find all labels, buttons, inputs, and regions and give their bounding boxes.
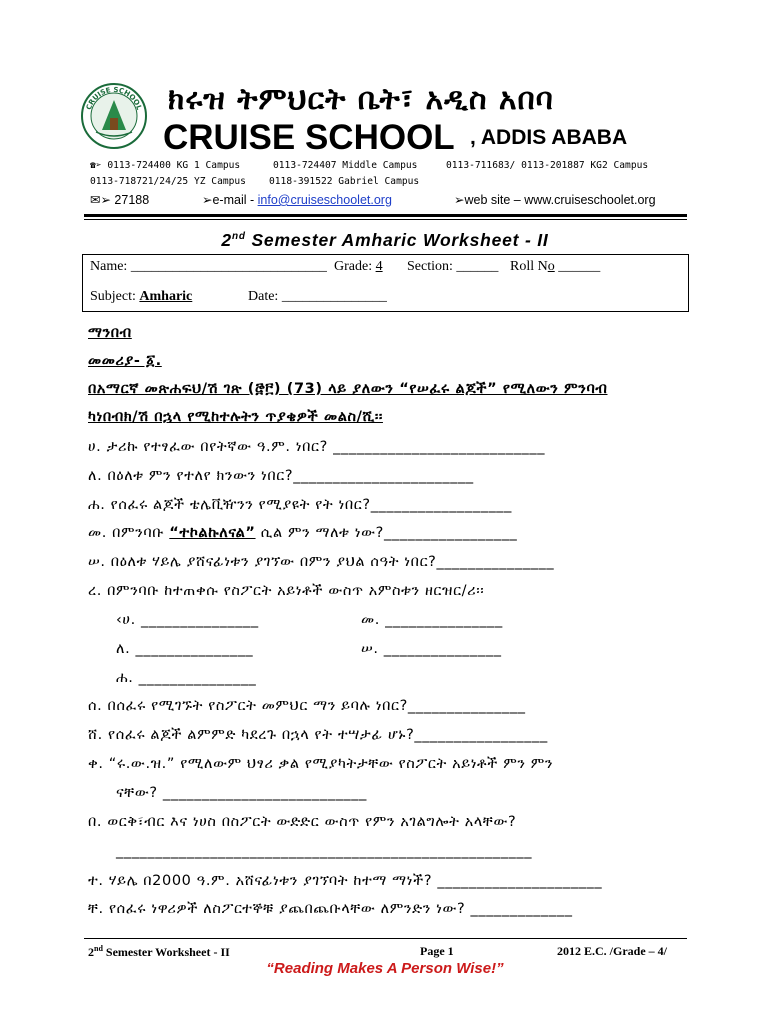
footer-semester-suffix: nd (94, 944, 103, 953)
footer-left (88, 944, 230, 960)
question-10-blank: _____________________________________________________ (116, 843, 533, 859)
question-4-post: ሲል ምን ማለቱ ነው?_________________ (255, 525, 518, 541)
question-5: ሠ. በዕለቱ ሃይሌ ያሸናፊነቱን ያገኘው በምን ያህል ሰዓት ነበር?_______________ (88, 554, 555, 570)
question-12: ቸ. የሰፈሩ ነዋሪዎች ለስፖርተኞቹ ያጨበጨቡላቸው ለምንድን ነው? _____________ (88, 901, 573, 917)
worksheet-title (0, 230, 770, 251)
section-heading: ማንበብ (88, 325, 132, 341)
question-7: ሰ. በሰፈሩ የሚገኙት የስፖርት መምህር ማን ይባሉ ነበር?_______________ (88, 698, 526, 714)
phone-kg2: 0113-711683/ 0113-201887 KG2 Campus (446, 160, 649, 171)
subject-field (90, 289, 192, 305)
header-divider-thin (84, 219, 687, 220)
logo-text: CRUISE SCHOOL (84, 85, 144, 111)
question-10: በ. ወርቅ፣ብር እና ነሀስ በስፖርት ውድድር ውስጥ የምን አገልግሎት አላቸው? (88, 814, 517, 830)
question-6-item-a: ‹ሀ. _______________ (116, 612, 259, 628)
grade-label: Grade: (334, 259, 376, 274)
school-logo (80, 82, 148, 150)
question-11: ተ. ሃይሌ በ2000 ዓ.ም. አሸናፊነቱን ያገኘባት ከተማ ማነች? _____________________ (88, 873, 603, 889)
footer-left-text: Semester Worksheet - II (102, 945, 230, 959)
question-6-item-d: መ. _______________ (361, 612, 503, 628)
school-city: , ADDIS ABABA (470, 126, 628, 149)
title-semester-suffix: nd (231, 231, 246, 243)
question-2: ለ. በዕለቱ ምን የተለየ ክንውን ነበር?_______________________ (88, 468, 474, 484)
instruction-label: መመሪያ- ፩. (88, 353, 162, 369)
question-1: ሀ. ታሪኩ የተፃፈው በየትኛው ዓ.ም. ነበር? ___________________________ (88, 439, 546, 455)
pobox: ✉➢ 27188 (90, 193, 150, 207)
phone-middle: 0113-724407 Middle Campus (273, 160, 418, 171)
question-9-line-1: ቀ. “ሩ.ው.ዝ.” የሚለውም ህፃሪ ቃል የሚያካትታቸው የስፖርት አይነቶች ምን ምን (88, 756, 554, 772)
phone-gabriel: 0118-391522 Gabriel Campus (269, 176, 420, 187)
question-3: ሐ. የሰፈሩ ልጆች ቴሌቪዥንን የሚያዩት የት ነበር?__________________ (88, 497, 513, 513)
roll-label: Roll N (510, 259, 548, 274)
email-prefix: ➢e-mail - (202, 193, 258, 207)
name-field[interactable]: Name: ____________________________ (90, 259, 327, 274)
section-field[interactable]: Section: ______ (407, 259, 499, 274)
website-link[interactable]: ➢web site – www.cruiseschoolet.org (454, 193, 656, 207)
instruction-line-1: በአማርኛ መጽሐፍህ/ሽ ገጽ (፸፫) (73) ላይ ያለውን “የሠፈሩ ልጆች” የሚለውን ምንባብ (88, 381, 608, 397)
question-4 (88, 525, 517, 541)
school-name-amharic: ክሩዝ ትምህርት ቤት፣ አዲስ አበባ (168, 82, 554, 117)
grade-value: 4 (375, 259, 383, 274)
question-6-item-b: ለ. _______________ (116, 641, 254, 657)
title-text: Semester Amharic Worksheet - II (245, 230, 549, 250)
roll-blank: ______ (554, 259, 601, 274)
instruction-line-2: ካነበብክ/ሽ በኋላ የሚከተሉትን ጥያቄዎች መልስ/ሺ፡፡ (88, 409, 383, 425)
roll-label-o: o (547, 259, 555, 274)
email-line (202, 192, 392, 207)
grade-field[interactable] (334, 259, 383, 275)
subject-label: Subject: (90, 289, 140, 304)
roll-no-field[interactable] (510, 259, 600, 275)
school-name-english: CRUISE SCHOOL (163, 118, 455, 157)
footer-page-number: Page 1 (420, 944, 454, 958)
question-6: ረ. በምንባቡ ከተጠቀሱ የስፖርት አይነቶች ውስጥ አምስቱን ዘርዝር/ሪ፡፡ (88, 583, 485, 599)
footer-semester-number: 2 (88, 945, 94, 959)
question-4-quote: “ተኮልኩለናል” (169, 525, 256, 541)
question-9-line-2: ናቸው? __________________________ (116, 785, 367, 801)
footer-right: 2012 E.C. /Grade – 4/ (557, 944, 667, 958)
question-6-item-e: ሠ. _______________ (361, 641, 502, 657)
footer-divider (84, 938, 687, 939)
date-field[interactable]: Date: _______________ (248, 289, 387, 304)
phone-yz: 0113-718721/24/25 YZ Campus (90, 176, 246, 187)
question-4-pre: መ. በምንባቡ (88, 525, 170, 541)
phone-kg1: ☎➢ 0113-724400 KG 1 Campus (90, 160, 241, 171)
footer-motto: “Reading Makes A Person Wise!” (266, 960, 504, 977)
title-semester-number: 2 (221, 230, 232, 250)
subject-value: Amharic (139, 289, 193, 304)
email-link[interactable]: info@cruiseschoolet.org (257, 193, 392, 207)
question-8: ሸ. የሰፈሩ ልጆች ልምምድ ካደረጉ በኋላ የት ተሣታፊ ሆኑ?_________________ (88, 727, 548, 743)
question-6-item-c: ሐ. _______________ (116, 670, 257, 686)
header-divider (84, 214, 687, 217)
